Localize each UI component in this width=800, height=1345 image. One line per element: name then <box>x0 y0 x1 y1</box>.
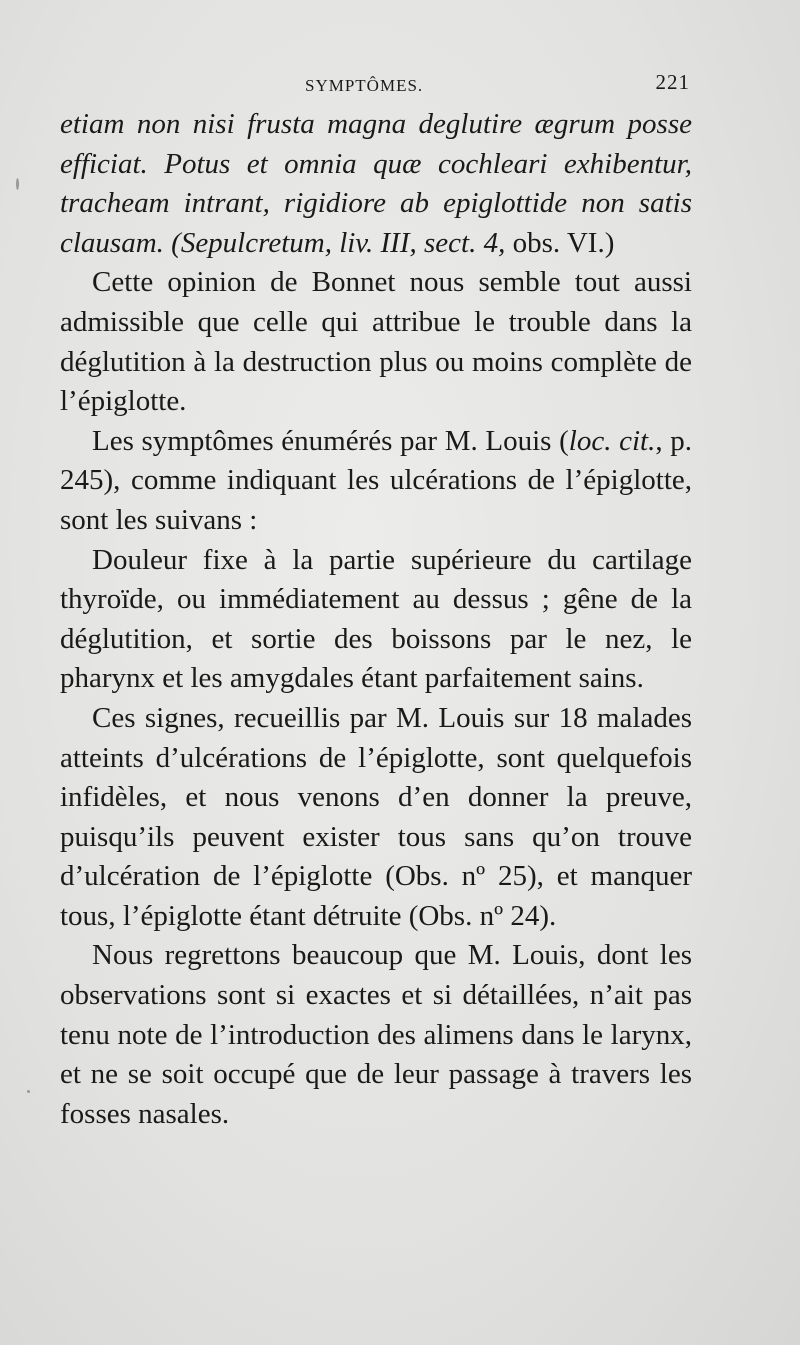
ink-speck <box>16 178 19 190</box>
symptoms-intro-after: , p. 245), comme indiquant les ulcérations de l’épiglotte, sont les suivans : <box>60 424 693 536</box>
page-number: 221 <box>655 70 690 94</box>
paragraph: Nous regrettons beaucoup que M. Louis, dont les observations sont si exactes et si détaillées, n’ait pas tenu note de l’introduction des alimens dans le larynx, et ne se soit occupé que de leur passage à travers les fosses nasales. <box>60 939 692 1130</box>
paragraph: Ces signes, recueillis par M. Louis sur 18 malades atteints d’ulcérations de l’épiglotte, sont quelquefois infidèles, et nous venons d’en donner la preuve, puisqu’ils peuvent exister tous sans qu’on trouve d’ulcération de l’épiglotte (Obs. nº 25), et manquer tous, l’épiglotte étant détruite (Obs. nº 24). <box>60 701 692 932</box>
paragraph: Cette opinion de Bonnet nous semble tout aussi admissible que celle qui attribue le trouble dans la déglutition à la destruction plus ou moins complète de l’épiglotte. <box>60 266 692 418</box>
body-text <box>60 105 692 1134</box>
symptoms-intro-paragraph <box>60 422 692 541</box>
ink-speck <box>27 1090 30 1093</box>
page-header <box>60 70 690 100</box>
latin-quote-reference: obs. VI.) <box>505 226 615 259</box>
running-title: SYMPTÔMES. <box>305 76 424 95</box>
latin-quote-text: etiam non nisi frusta magna deglutire ægrum posse efficiat. Potus et omnia quæ cochleari exhibentur, tracheam intrant, rigidiore ab epiglottide non satis clausam. (Sepulcretum, liv. III, sect. 4, <box>60 108 692 259</box>
symptoms-intro-before: Les symptômes énumérés par M. Louis ( <box>92 424 569 457</box>
paragraph: Douleur fixe à la partie supérieure du cartilage thyroïde, ou immédiatement au dessus ; gêne de la déglutition, et sortie des boissons par le nez, le pharynx et les amygdales étant parfaitement sains. <box>60 543 692 695</box>
latin-quote <box>60 105 692 263</box>
citation: loc. cit. <box>568 424 656 457</box>
